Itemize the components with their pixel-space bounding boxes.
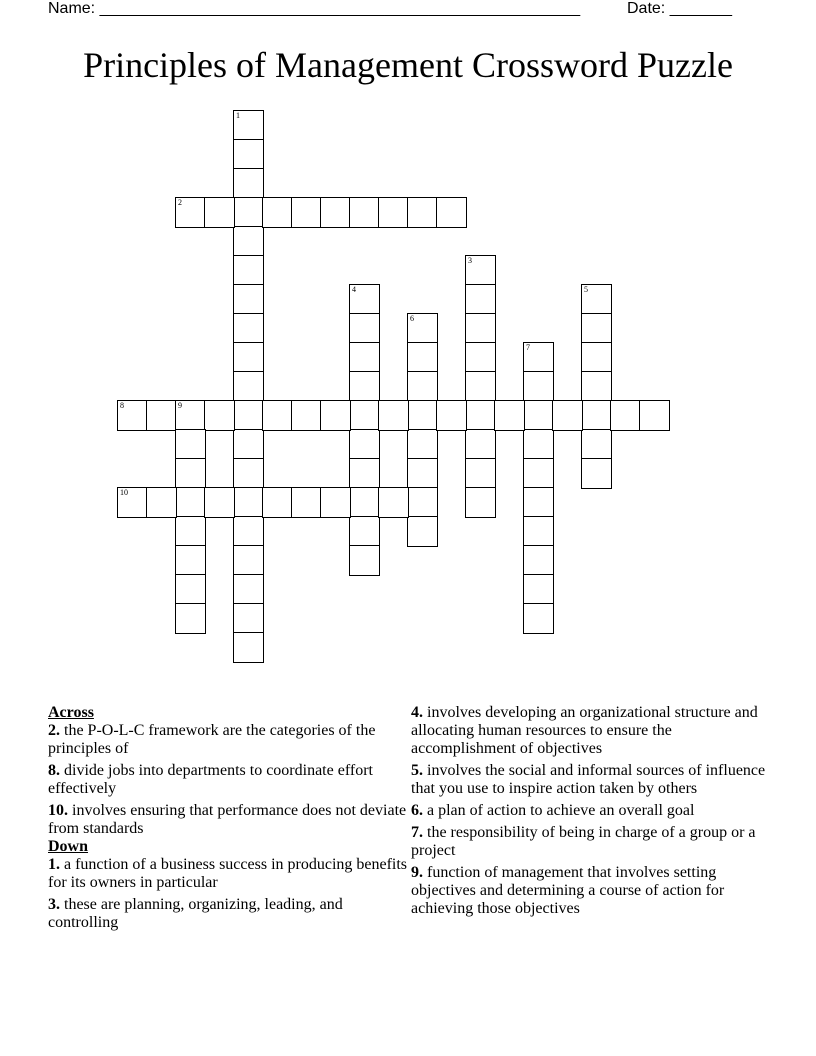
grid-cell[interactable] bbox=[349, 400, 380, 431]
down-heading: Down bbox=[48, 838, 89, 855]
clue-down-6: 6. a plan of action to achieve an overall goal bbox=[411, 802, 695, 819]
grid-cell[interactable] bbox=[233, 516, 264, 547]
grid-cell[interactable] bbox=[349, 516, 380, 547]
page-title: Principles of Management Crossword Puzzle bbox=[83, 45, 733, 85]
grid-cell[interactable] bbox=[320, 197, 351, 228]
grid-cell[interactable] bbox=[175, 400, 206, 431]
name-line[interactable]: Name: ______________________________________________________ bbox=[48, 0, 581, 17]
grid-cell[interactable] bbox=[320, 400, 351, 431]
grid-cell[interactable] bbox=[349, 371, 380, 402]
grid-cell[interactable] bbox=[233, 226, 264, 257]
clue-number: 4 bbox=[352, 285, 356, 294]
grid-cell[interactable] bbox=[349, 458, 380, 489]
grid-cell[interactable] bbox=[175, 429, 206, 460]
grid-cell[interactable] bbox=[378, 197, 409, 228]
grid-cell[interactable] bbox=[436, 400, 467, 431]
grid-cell[interactable] bbox=[349, 197, 380, 228]
grid-cell[interactable] bbox=[465, 458, 496, 489]
grid-cell[interactable] bbox=[523, 342, 554, 373]
grid-cell[interactable] bbox=[262, 400, 293, 431]
grid-cell[interactable] bbox=[523, 429, 554, 460]
grid-cell[interactable] bbox=[465, 255, 496, 286]
grid-cell[interactable] bbox=[233, 197, 264, 228]
grid-cell[interactable] bbox=[378, 487, 409, 518]
grid-cell[interactable] bbox=[175, 603, 206, 634]
grid-cell[interactable] bbox=[175, 197, 206, 228]
grid-cell[interactable] bbox=[262, 487, 293, 518]
grid-cell[interactable] bbox=[175, 516, 206, 547]
grid-cell[interactable] bbox=[407, 458, 438, 489]
grid-cell[interactable] bbox=[407, 197, 438, 228]
grid-cell[interactable] bbox=[407, 400, 438, 431]
grid-cell[interactable] bbox=[581, 371, 612, 402]
grid-cell[interactable] bbox=[436, 197, 467, 228]
grid-cell[interactable] bbox=[291, 400, 322, 431]
grid-cell[interactable] bbox=[523, 574, 554, 605]
clue-number: 3 bbox=[468, 256, 472, 265]
grid-cell[interactable] bbox=[523, 487, 554, 518]
clues-right-column bbox=[411, 704, 776, 922]
grid-cell[interactable] bbox=[523, 603, 554, 634]
grid-cell[interactable] bbox=[407, 516, 438, 547]
clue-number: 8 bbox=[120, 401, 124, 410]
clue-number: 7 bbox=[526, 343, 530, 352]
grid-cell[interactable] bbox=[349, 313, 380, 344]
grid-cell[interactable] bbox=[233, 168, 264, 199]
grid-cell[interactable] bbox=[291, 487, 322, 518]
grid-cell[interactable] bbox=[233, 458, 264, 489]
grid-cell[interactable] bbox=[581, 313, 612, 344]
clue-down-9: 9. function of management that involves setting objectives and determining a course of action for achieving those objectives bbox=[411, 864, 725, 917]
grid-cell[interactable] bbox=[349, 342, 380, 373]
grid-cell[interactable] bbox=[494, 400, 525, 431]
clue-across-8: 8. divide jobs into departments to coordinate effort effectively bbox=[48, 762, 373, 797]
grid-cell[interactable] bbox=[581, 458, 612, 489]
grid-cell[interactable] bbox=[175, 574, 206, 605]
clue-number: 6 bbox=[410, 314, 414, 323]
clue-number: 5 bbox=[584, 285, 588, 294]
grid-cell[interactable] bbox=[175, 458, 206, 489]
grid-cell[interactable] bbox=[233, 400, 264, 431]
grid-cell[interactable] bbox=[233, 487, 264, 518]
grid-cell[interactable] bbox=[204, 487, 235, 518]
clue-down-3: 3. these are planning, organizing, leading, and controlling bbox=[48, 896, 343, 931]
grid-cell[interactable] bbox=[523, 458, 554, 489]
clue-number: 9 bbox=[178, 401, 182, 410]
grid-cell[interactable] bbox=[407, 342, 438, 373]
across-heading: Across bbox=[48, 704, 94, 721]
grid-cell[interactable] bbox=[465, 400, 496, 431]
grid-cell[interactable] bbox=[320, 487, 351, 518]
grid-cell[interactable] bbox=[581, 342, 612, 373]
grid-cell[interactable] bbox=[465, 487, 496, 518]
clue-down-1: 1. a function of a business success in producing benefits for its owners in particular bbox=[48, 856, 408, 891]
clue-across-10: 10. involves ensuring that performance does not deviate from standards bbox=[48, 802, 407, 837]
clues-left-column bbox=[48, 704, 413, 936]
grid-cell[interactable] bbox=[610, 400, 641, 431]
grid-cell[interactable] bbox=[465, 371, 496, 402]
grid-cell[interactable] bbox=[465, 429, 496, 460]
grid-cell[interactable] bbox=[349, 487, 380, 518]
grid-cell[interactable] bbox=[523, 516, 554, 547]
clue-number: 1 bbox=[236, 111, 240, 120]
grid-cell[interactable] bbox=[146, 400, 177, 431]
grid-cell[interactable] bbox=[523, 545, 554, 576]
grid-cell[interactable] bbox=[581, 429, 612, 460]
grid-cell[interactable] bbox=[465, 284, 496, 315]
grid-cell[interactable] bbox=[262, 197, 293, 228]
grid-cell[interactable] bbox=[233, 284, 264, 315]
grid-cell[interactable] bbox=[407, 371, 438, 402]
grid-cell[interactable] bbox=[233, 110, 264, 141]
grid-cell[interactable] bbox=[465, 313, 496, 344]
grid-cell[interactable] bbox=[581, 400, 612, 431]
grid-cell[interactable] bbox=[407, 429, 438, 460]
grid-cell[interactable] bbox=[233, 342, 264, 373]
grid-cell[interactable] bbox=[204, 197, 235, 228]
clue-down-4: 4. involves developing an organizational structure and allocating human resources to ensure the accomplishment of objectives bbox=[411, 704, 758, 757]
grid-cell[interactable] bbox=[349, 284, 380, 315]
grid-cell[interactable] bbox=[204, 400, 235, 431]
grid-cell[interactable] bbox=[407, 313, 438, 344]
date-line[interactable]: Date: _______ bbox=[627, 0, 732, 17]
clue-number: 2 bbox=[178, 198, 182, 207]
grid-cell[interactable] bbox=[233, 429, 264, 460]
grid-cell[interactable] bbox=[291, 197, 322, 228]
grid-cell[interactable] bbox=[233, 574, 264, 605]
grid-cell[interactable] bbox=[233, 313, 264, 344]
clue-across-2: 2. the P-O-L-C framework are the categories of the principles of bbox=[48, 722, 376, 757]
grid-cell[interactable] bbox=[639, 400, 670, 431]
grid-cell[interactable] bbox=[465, 342, 496, 373]
clue-number: 10 bbox=[120, 488, 128, 497]
grid-cell[interactable] bbox=[175, 545, 206, 576]
grid-cell[interactable] bbox=[407, 487, 438, 518]
clue-down-5: 5. involves the social and informal sources of influence that you use to inspire action taken by others bbox=[411, 762, 766, 797]
grid-cell[interactable] bbox=[233, 139, 264, 170]
grid-cell[interactable] bbox=[233, 545, 264, 576]
grid-cell[interactable] bbox=[349, 429, 380, 460]
grid-cell[interactable] bbox=[523, 400, 554, 431]
grid-cell[interactable] bbox=[552, 400, 583, 431]
grid-cell[interactable] bbox=[117, 400, 148, 431]
grid-cell[interactable] bbox=[233, 255, 264, 286]
grid-cell[interactable] bbox=[233, 371, 264, 402]
grid-cell[interactable] bbox=[349, 545, 380, 576]
grid-cell[interactable] bbox=[581, 284, 612, 315]
clue-down-7: 7. the responsibility of being in charge of a group or a project bbox=[411, 824, 756, 859]
grid-cell[interactable] bbox=[233, 632, 264, 663]
grid-cell[interactable] bbox=[117, 487, 148, 518]
grid-cell[interactable] bbox=[146, 487, 177, 518]
grid-cell[interactable] bbox=[233, 603, 264, 634]
grid-cell[interactable] bbox=[378, 400, 409, 431]
grid-cell[interactable] bbox=[175, 487, 206, 518]
grid-cell[interactable] bbox=[523, 371, 554, 402]
